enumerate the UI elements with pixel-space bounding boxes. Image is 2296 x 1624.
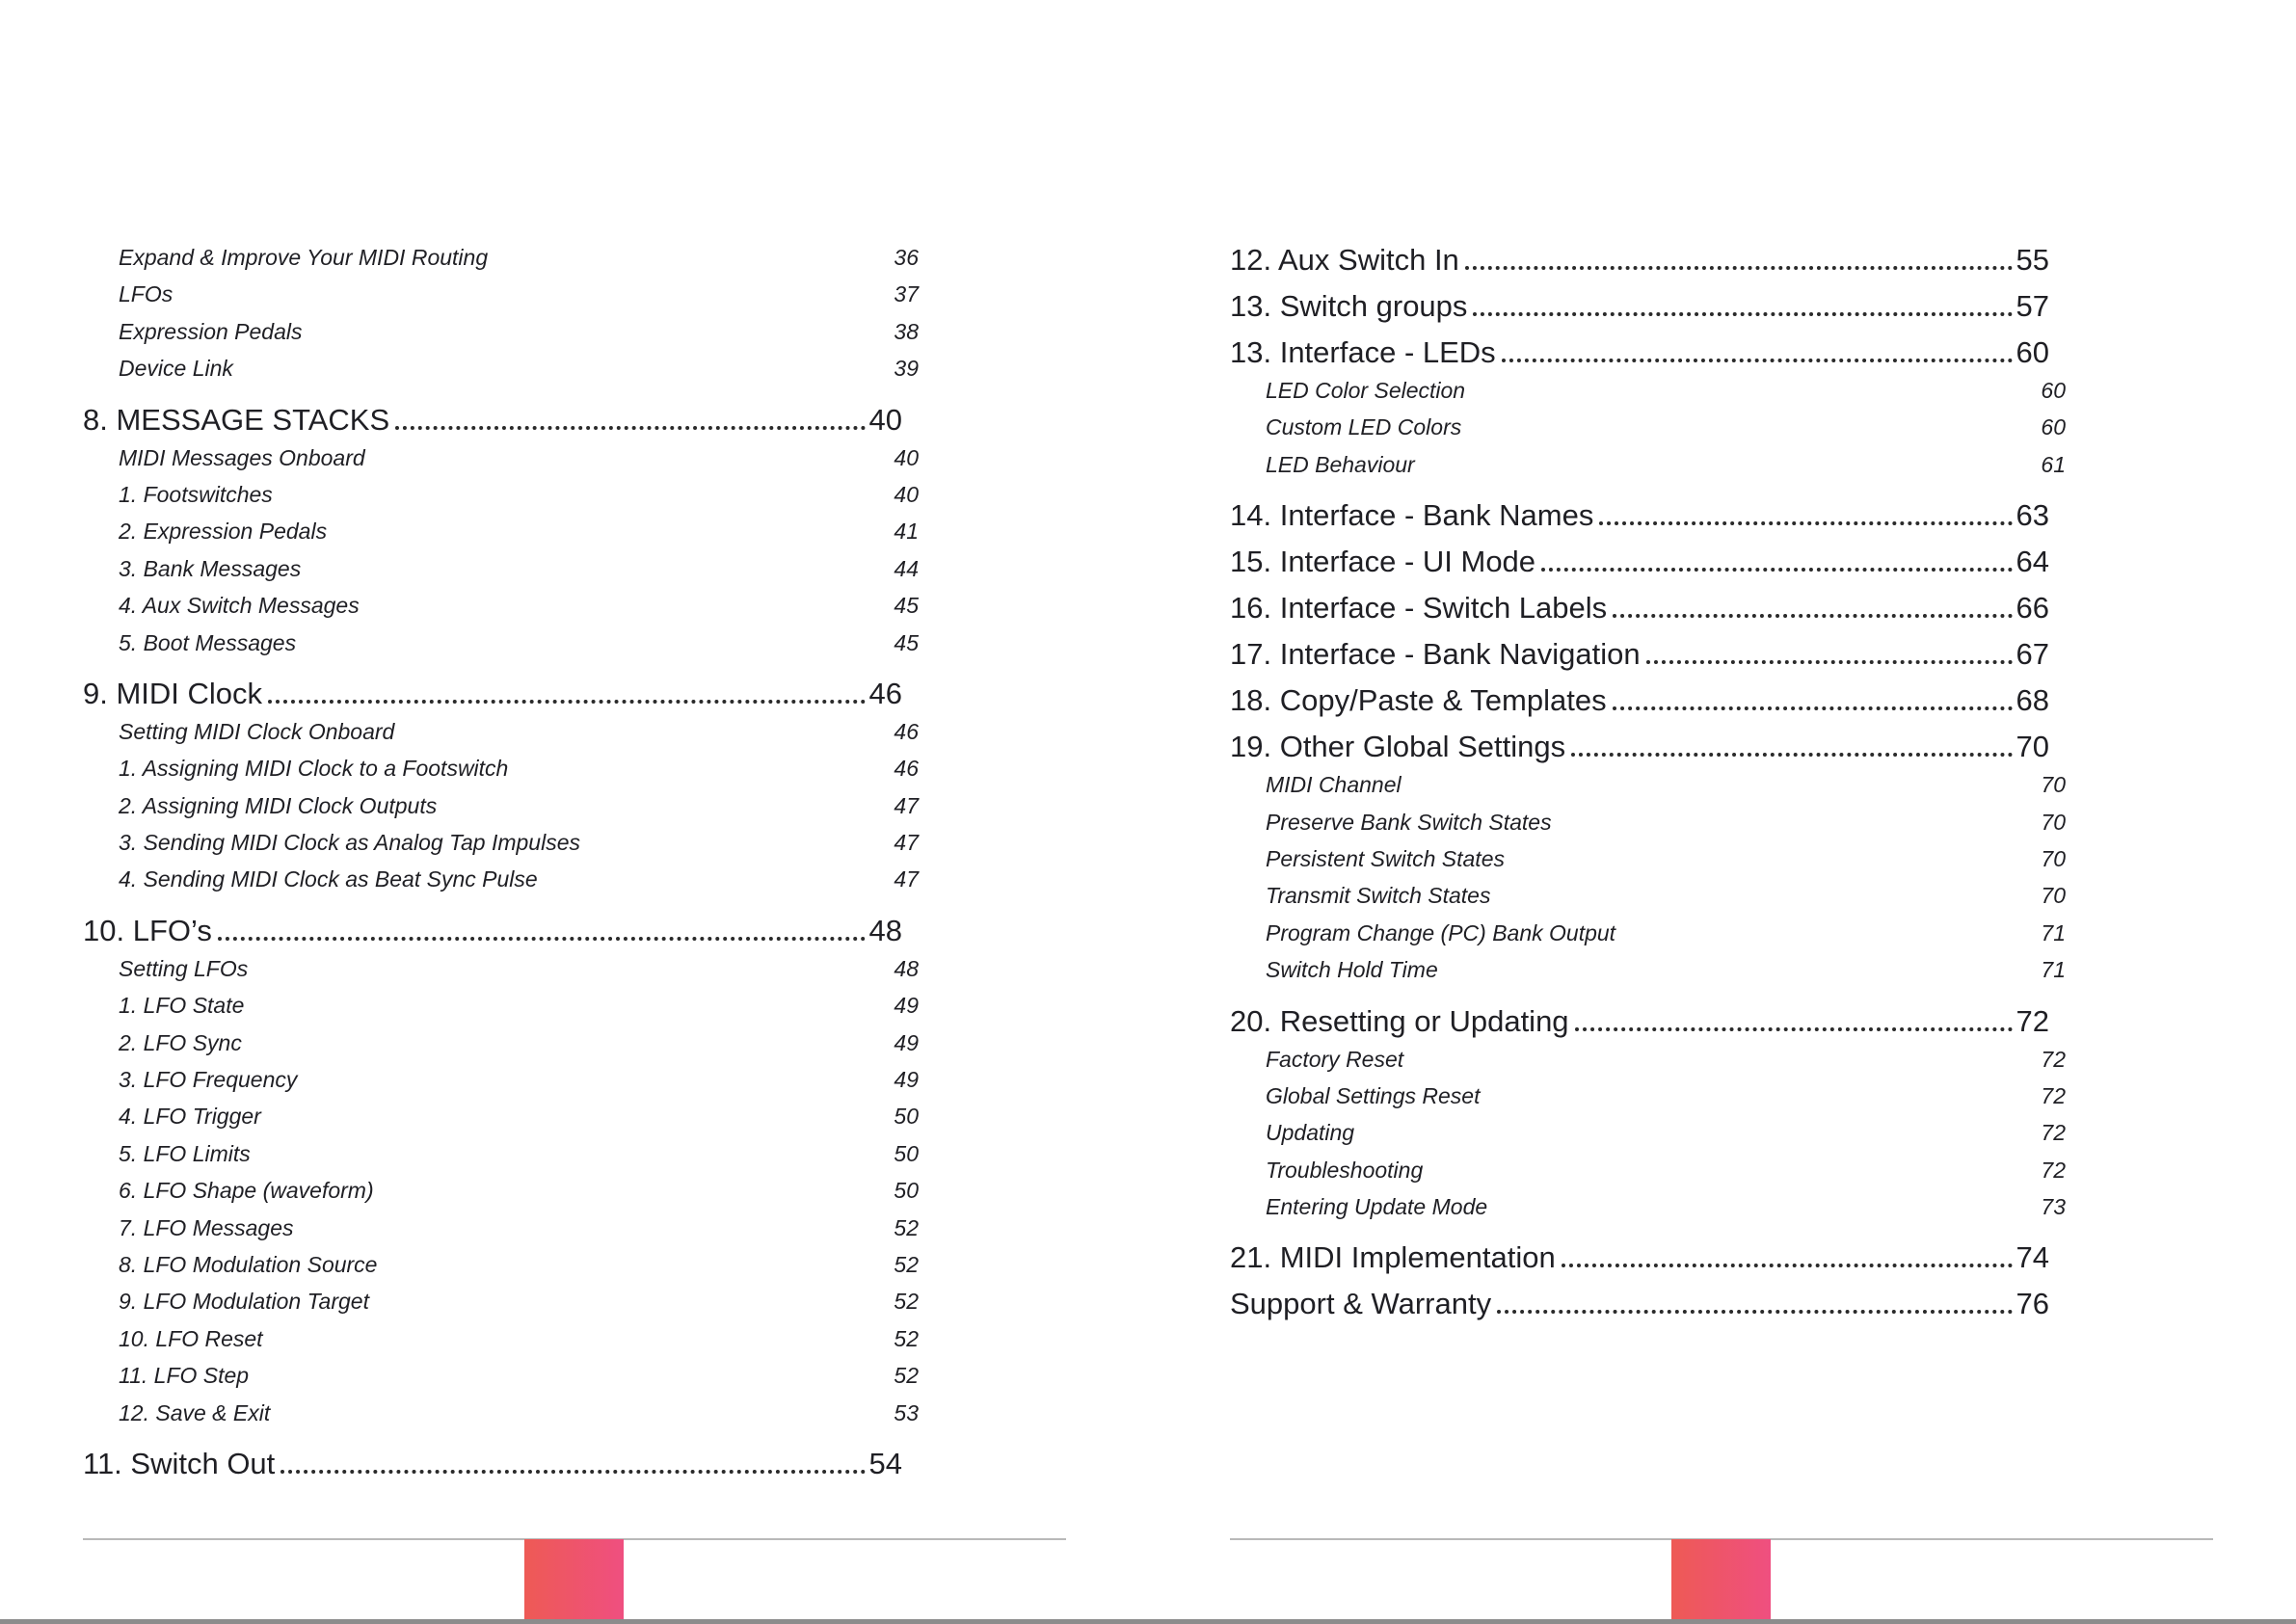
toc-subentry-page: 72: [2041, 1082, 2066, 1108]
toc-subentry-title: 4. LFO Trigger: [119, 1104, 261, 1130]
toc-subentry-page: 47: [894, 830, 919, 856]
toc-entry-title: 17. Interface - Bank Navigation: [1230, 637, 1641, 672]
toc-subentry-title: Transmit Switch States: [1266, 883, 1491, 909]
toc-entry[interactable]: [83, 401, 902, 439]
dot-leader: [1502, 345, 2013, 362]
toc-subentry-title: 4. Aux Switch Messages: [119, 593, 360, 619]
toc-subentry-page: 70: [2041, 809, 2066, 835]
toc-entry[interactable]: [1230, 1002, 2049, 1041]
toc-subentry-title: 5. LFO Limits: [119, 1140, 251, 1166]
toc-subentry-page: 50: [894, 1178, 919, 1204]
toc-subentry[interactable]: [1230, 372, 2066, 409]
toc-subentry[interactable]: [83, 1025, 919, 1061]
toc-subentry-title: Setting LFOs: [119, 955, 249, 981]
toc-subentry-page: 44: [894, 555, 919, 581]
toc-entry-title: 13. Interface - LEDs: [1230, 335, 1496, 369]
toc-subentry-page: 52: [894, 1251, 919, 1277]
toc-entry-page: 66: [2016, 591, 2049, 626]
dot-leader: [218, 923, 866, 941]
toc-subentry-page: 46: [894, 756, 919, 782]
toc-subentry-page: 45: [894, 593, 919, 619]
toc-subentry[interactable]: [1230, 1188, 2066, 1225]
toc-entry-page: 70: [2016, 730, 2049, 764]
toc-right-column: [1230, 241, 2066, 1323]
toc-subentry-title: 2. LFO Sync: [119, 1029, 242, 1055]
dot-leader: [1473, 299, 2012, 316]
toc-subentry-title: 3. Sending MIDI Clock as Analog Tap Impulses: [119, 830, 580, 856]
toc-subentry-page: 71: [2041, 957, 2066, 983]
toc-subentry-title: 1. Assigning MIDI Clock to a Footswitch: [119, 756, 509, 782]
toc-entry-title: 12. Aux Switch In: [1230, 243, 1459, 277]
toc-subentry-title: 8. LFO Modulation Source: [119, 1251, 378, 1277]
toc-entry[interactable]: [1230, 635, 2049, 674]
toc-subentry[interactable]: [83, 1172, 919, 1209]
toc-subentry-title: Switch Hold Time: [1266, 957, 1438, 983]
toc-subentry[interactable]: [83, 1320, 919, 1357]
toc-subentry-title: Program Change (PC) Bank Output: [1266, 919, 1616, 945]
dot-leader: [268, 686, 865, 704]
toc-entry-title: 21. MIDI Implementation: [1230, 1240, 1556, 1275]
toc-entry-title: 15. Interface - UI Mode: [1230, 545, 1536, 579]
toc-subentry[interactable]: [83, 313, 919, 350]
toc-entry[interactable]: [1230, 1238, 2049, 1277]
toc-subentry-page: 39: [894, 356, 919, 382]
toc-subentry-page: 47: [894, 866, 919, 892]
toc-entry-title: 8. MESSAGE STACKS: [83, 402, 390, 437]
toc-subentry-page: 72: [2041, 1120, 2066, 1146]
toc-subentry-title: Expand & Improve Your MIDI Routing: [119, 245, 489, 270]
toc-subentry[interactable]: [83, 987, 919, 1024]
toc-subentry-title: Global Settings Reset: [1266, 1082, 1481, 1108]
toc-subentry-title: Device Link: [119, 356, 233, 382]
toc-entry-page: 40: [868, 402, 902, 437]
toc-subentry-title: 12. Save & Exit: [119, 1399, 271, 1425]
toc-entry[interactable]: [1230, 287, 2049, 326]
toc-subentry-title: 2. Expression Pedals: [119, 519, 328, 545]
dot-leader: [1571, 739, 2012, 757]
toc-entry[interactable]: [83, 912, 902, 950]
toc-subentry-page: 61: [2041, 451, 2066, 477]
dot-leader: [1497, 1296, 2012, 1314]
toc-subentry-title: Updating: [1266, 1120, 1355, 1146]
dot-leader: [1575, 1014, 2013, 1031]
toc-subentry-title: 6. LFO Shape (waveform): [119, 1178, 374, 1204]
toc-subentry[interactable]: [83, 513, 919, 549]
toc-subentry-page: 40: [894, 481, 919, 507]
toc-subentry-title: Setting MIDI Clock Onboard: [119, 718, 395, 744]
toc-subentry[interactable]: [1230, 951, 2066, 988]
toc-subentry[interactable]: [83, 1098, 919, 1134]
toc-subentry[interactable]: [1230, 840, 2066, 877]
toc-subentry-title: 5. Boot Messages: [119, 629, 297, 655]
toc-subentry-page: 71: [2041, 919, 2066, 945]
toc-subentry-title: MIDI Channel: [1266, 772, 1402, 798]
toc-entry[interactable]: [1230, 543, 2049, 581]
toc-entry[interactable]: [83, 1445, 902, 1483]
toc-subentry[interactable]: [1230, 1041, 2066, 1078]
toc-entry-title: 19. Other Global Settings: [1230, 730, 1566, 764]
toc-subentry-title: 1. Footswitches: [119, 481, 273, 507]
toc-entry[interactable]: [1230, 589, 2049, 627]
toc-subentry-page: 49: [894, 1029, 919, 1055]
toc-entry[interactable]: [1230, 496, 2049, 535]
toc-left-column: [83, 239, 919, 1483]
toc-subentry[interactable]: [83, 550, 919, 587]
toc-subentry-title: Persistent Switch States: [1266, 845, 1505, 871]
footer-accent-tab-right: [1671, 1539, 1771, 1624]
toc-subentry[interactable]: [83, 1135, 919, 1172]
toc-subentry[interactable]: [83, 625, 919, 661]
toc-subentry[interactable]: [1230, 877, 2066, 914]
toc-subentry-page: 53: [894, 1399, 919, 1425]
toc-subentry-page: 70: [2041, 845, 2066, 871]
toc-subentry-page: 72: [2041, 1157, 2066, 1183]
toc-subentry-page: 36: [894, 245, 919, 270]
toc-entry-page: 60: [2016, 335, 2049, 369]
dot-leader: [280, 1456, 865, 1474]
toc-entry-page: 76: [2016, 1287, 2049, 1321]
dot-leader: [1613, 693, 2013, 710]
toc-entry-page: 54: [868, 1446, 902, 1480]
toc-subentry-page: 49: [894, 1067, 919, 1093]
toc-subentry-title: LED Color Selection: [1266, 378, 1466, 403]
toc-entry-page: 55: [2016, 243, 2049, 277]
toc-subentry-title: 1. LFO State: [119, 993, 245, 1019]
toc-subentry[interactable]: [1230, 1078, 2066, 1114]
toc-subentry-title: Expression Pedals: [119, 318, 303, 344]
toc-subentry[interactable]: [1230, 409, 2066, 445]
toc-subentry-page: 52: [894, 1214, 919, 1240]
toc-entry-title: 18. Copy/Paste & Templates: [1230, 683, 1607, 718]
toc-subentry-page: 49: [894, 993, 919, 1019]
toc-entry-page: 67: [2016, 637, 2049, 672]
toc-entry-title: 13. Switch groups: [1230, 289, 1468, 323]
toc-subentry-title: 7. LFO Messages: [119, 1214, 294, 1240]
toc-subentry-page: 70: [2041, 772, 2066, 798]
toc-subentry-title: 11. LFO Step: [119, 1363, 250, 1389]
toc-subentry-page: 52: [894, 1363, 919, 1389]
page-bottom-edge: [0, 1619, 2296, 1624]
toc-subentry-page: 47: [894, 792, 919, 818]
toc-entry[interactable]: [83, 675, 902, 713]
toc-subentry-page: 50: [894, 1140, 919, 1166]
toc-entry[interactable]: [1230, 333, 2049, 372]
footer-accent-tab-left: [524, 1539, 624, 1624]
dot-leader: [1599, 508, 2012, 525]
toc-subentry[interactable]: [83, 1357, 919, 1394]
dot-leader: [1541, 554, 2012, 572]
toc-subentry[interactable]: [83, 713, 919, 750]
toc-entry-page: 48: [868, 913, 902, 947]
toc-subentry-page: 52: [894, 1325, 919, 1351]
toc-subentry-title: 4. Sending MIDI Clock as Beat Sync Pulse: [119, 866, 538, 892]
toc-subentry-title: 2. Assigning MIDI Clock Outputs: [119, 792, 438, 818]
toc-subentry-title: 3. Bank Messages: [119, 555, 302, 581]
toc-entry-title: 16. Interface - Switch Labels: [1230, 591, 1608, 626]
toc-entry-title: 14. Interface - Bank Names: [1230, 498, 1594, 533]
toc-entry[interactable]: [1230, 681, 2049, 720]
toc-subentry-page: 72: [2041, 1046, 2066, 1072]
toc-subentry-title: Custom LED Colors: [1266, 414, 1462, 440]
toc-subentry[interactable]: [83, 1283, 919, 1319]
toc-subentry-page: 60: [2041, 414, 2066, 440]
toc-subentry[interactable]: [83, 587, 919, 624]
toc-subentry-title: 3. LFO Frequency: [119, 1067, 298, 1093]
toc-subentry[interactable]: [83, 439, 919, 476]
toc-entry-title: 11. Switch Out: [83, 1446, 276, 1480]
toc-subentry-page: 60: [2041, 378, 2066, 403]
toc-subentry[interactable]: [1230, 1114, 2066, 1151]
toc-entry-title: 10. LFO’s: [83, 913, 212, 947]
toc-entry-page: 46: [868, 676, 902, 710]
toc-subentry-title: LFOs: [119, 281, 174, 307]
toc-subentry[interactable]: [83, 861, 919, 897]
toc-subentry[interactable]: [83, 750, 919, 786]
toc-subentry-page: 48: [894, 955, 919, 981]
dot-leader: [1613, 600, 2012, 618]
toc-subentry[interactable]: [83, 1246, 919, 1283]
toc-subentry[interactable]: [83, 824, 919, 861]
toc-subentry-page: 50: [894, 1104, 919, 1130]
toc-subentry[interactable]: [83, 1061, 919, 1098]
toc-subentry[interactable]: [83, 787, 919, 824]
toc-subentry-title: 10. LFO Reset: [119, 1325, 263, 1351]
toc-subentry-page: 46: [894, 718, 919, 744]
toc-subentry[interactable]: [83, 350, 919, 386]
dot-leader: [1562, 1250, 2013, 1267]
toc-subentry[interactable]: [83, 239, 919, 276]
toc-subentry-page: 41: [894, 519, 919, 545]
toc-subentry-title: 9. LFO Modulation Target: [119, 1289, 369, 1315]
toc-subentry-page: 73: [2041, 1194, 2066, 1220]
toc-subentry-title: Preserve Bank Switch States: [1266, 809, 1552, 835]
toc-entry-page: 68: [2016, 683, 2049, 718]
toc-subentry-page: 52: [894, 1289, 919, 1315]
toc-entry[interactable]: [1230, 728, 2049, 766]
toc-subentry-page: 38: [894, 318, 919, 344]
toc-entry-page: 63: [2016, 498, 2049, 533]
toc-subentry-page: 37: [894, 281, 919, 307]
toc-entry-title: Support & Warranty: [1230, 1287, 1492, 1321]
toc-subentry-title: Factory Reset: [1266, 1046, 1404, 1072]
toc-subentry-title: Entering Update Mode: [1266, 1194, 1488, 1220]
toc-entry-title: 9. MIDI Clock: [83, 676, 263, 710]
toc-subentry-title: Troubleshooting: [1266, 1157, 1424, 1183]
toc-subentry[interactable]: [1230, 446, 2066, 483]
toc-subentry[interactable]: [83, 476, 919, 513]
toc-subentry[interactable]: [83, 276, 919, 312]
toc-subentry-title: MIDI Messages Onboard: [119, 444, 365, 470]
toc-entry-page: 64: [2016, 545, 2049, 579]
toc-subentry[interactable]: [83, 1210, 919, 1246]
toc-entry[interactable]: [1230, 1285, 2049, 1323]
toc-entry[interactable]: [1230, 241, 2049, 280]
toc-subentry[interactable]: [83, 950, 919, 987]
toc-subentry[interactable]: [1230, 766, 2066, 803]
toc-subentry[interactable]: [1230, 915, 2066, 951]
toc-subentry-page: 70: [2041, 883, 2066, 909]
dot-leader: [1646, 647, 2013, 664]
dot-leader: [395, 413, 865, 430]
toc-entry-page: 72: [2016, 1003, 2049, 1038]
toc-entry-page: 74: [2016, 1240, 2049, 1275]
toc-entry-page: 57: [2016, 289, 2049, 323]
toc-subentry-page: 40: [894, 444, 919, 470]
toc-subentry[interactable]: [1230, 804, 2066, 840]
toc-entry-title: 20. Resetting or Updating: [1230, 1003, 1569, 1038]
toc-subentry-title: LED Behaviour: [1266, 451, 1415, 477]
toc-subentry[interactable]: [1230, 1152, 2066, 1188]
toc-subentry[interactable]: [83, 1395, 919, 1431]
toc-subentry-page: 45: [894, 629, 919, 655]
dot-leader: [1465, 253, 2013, 270]
